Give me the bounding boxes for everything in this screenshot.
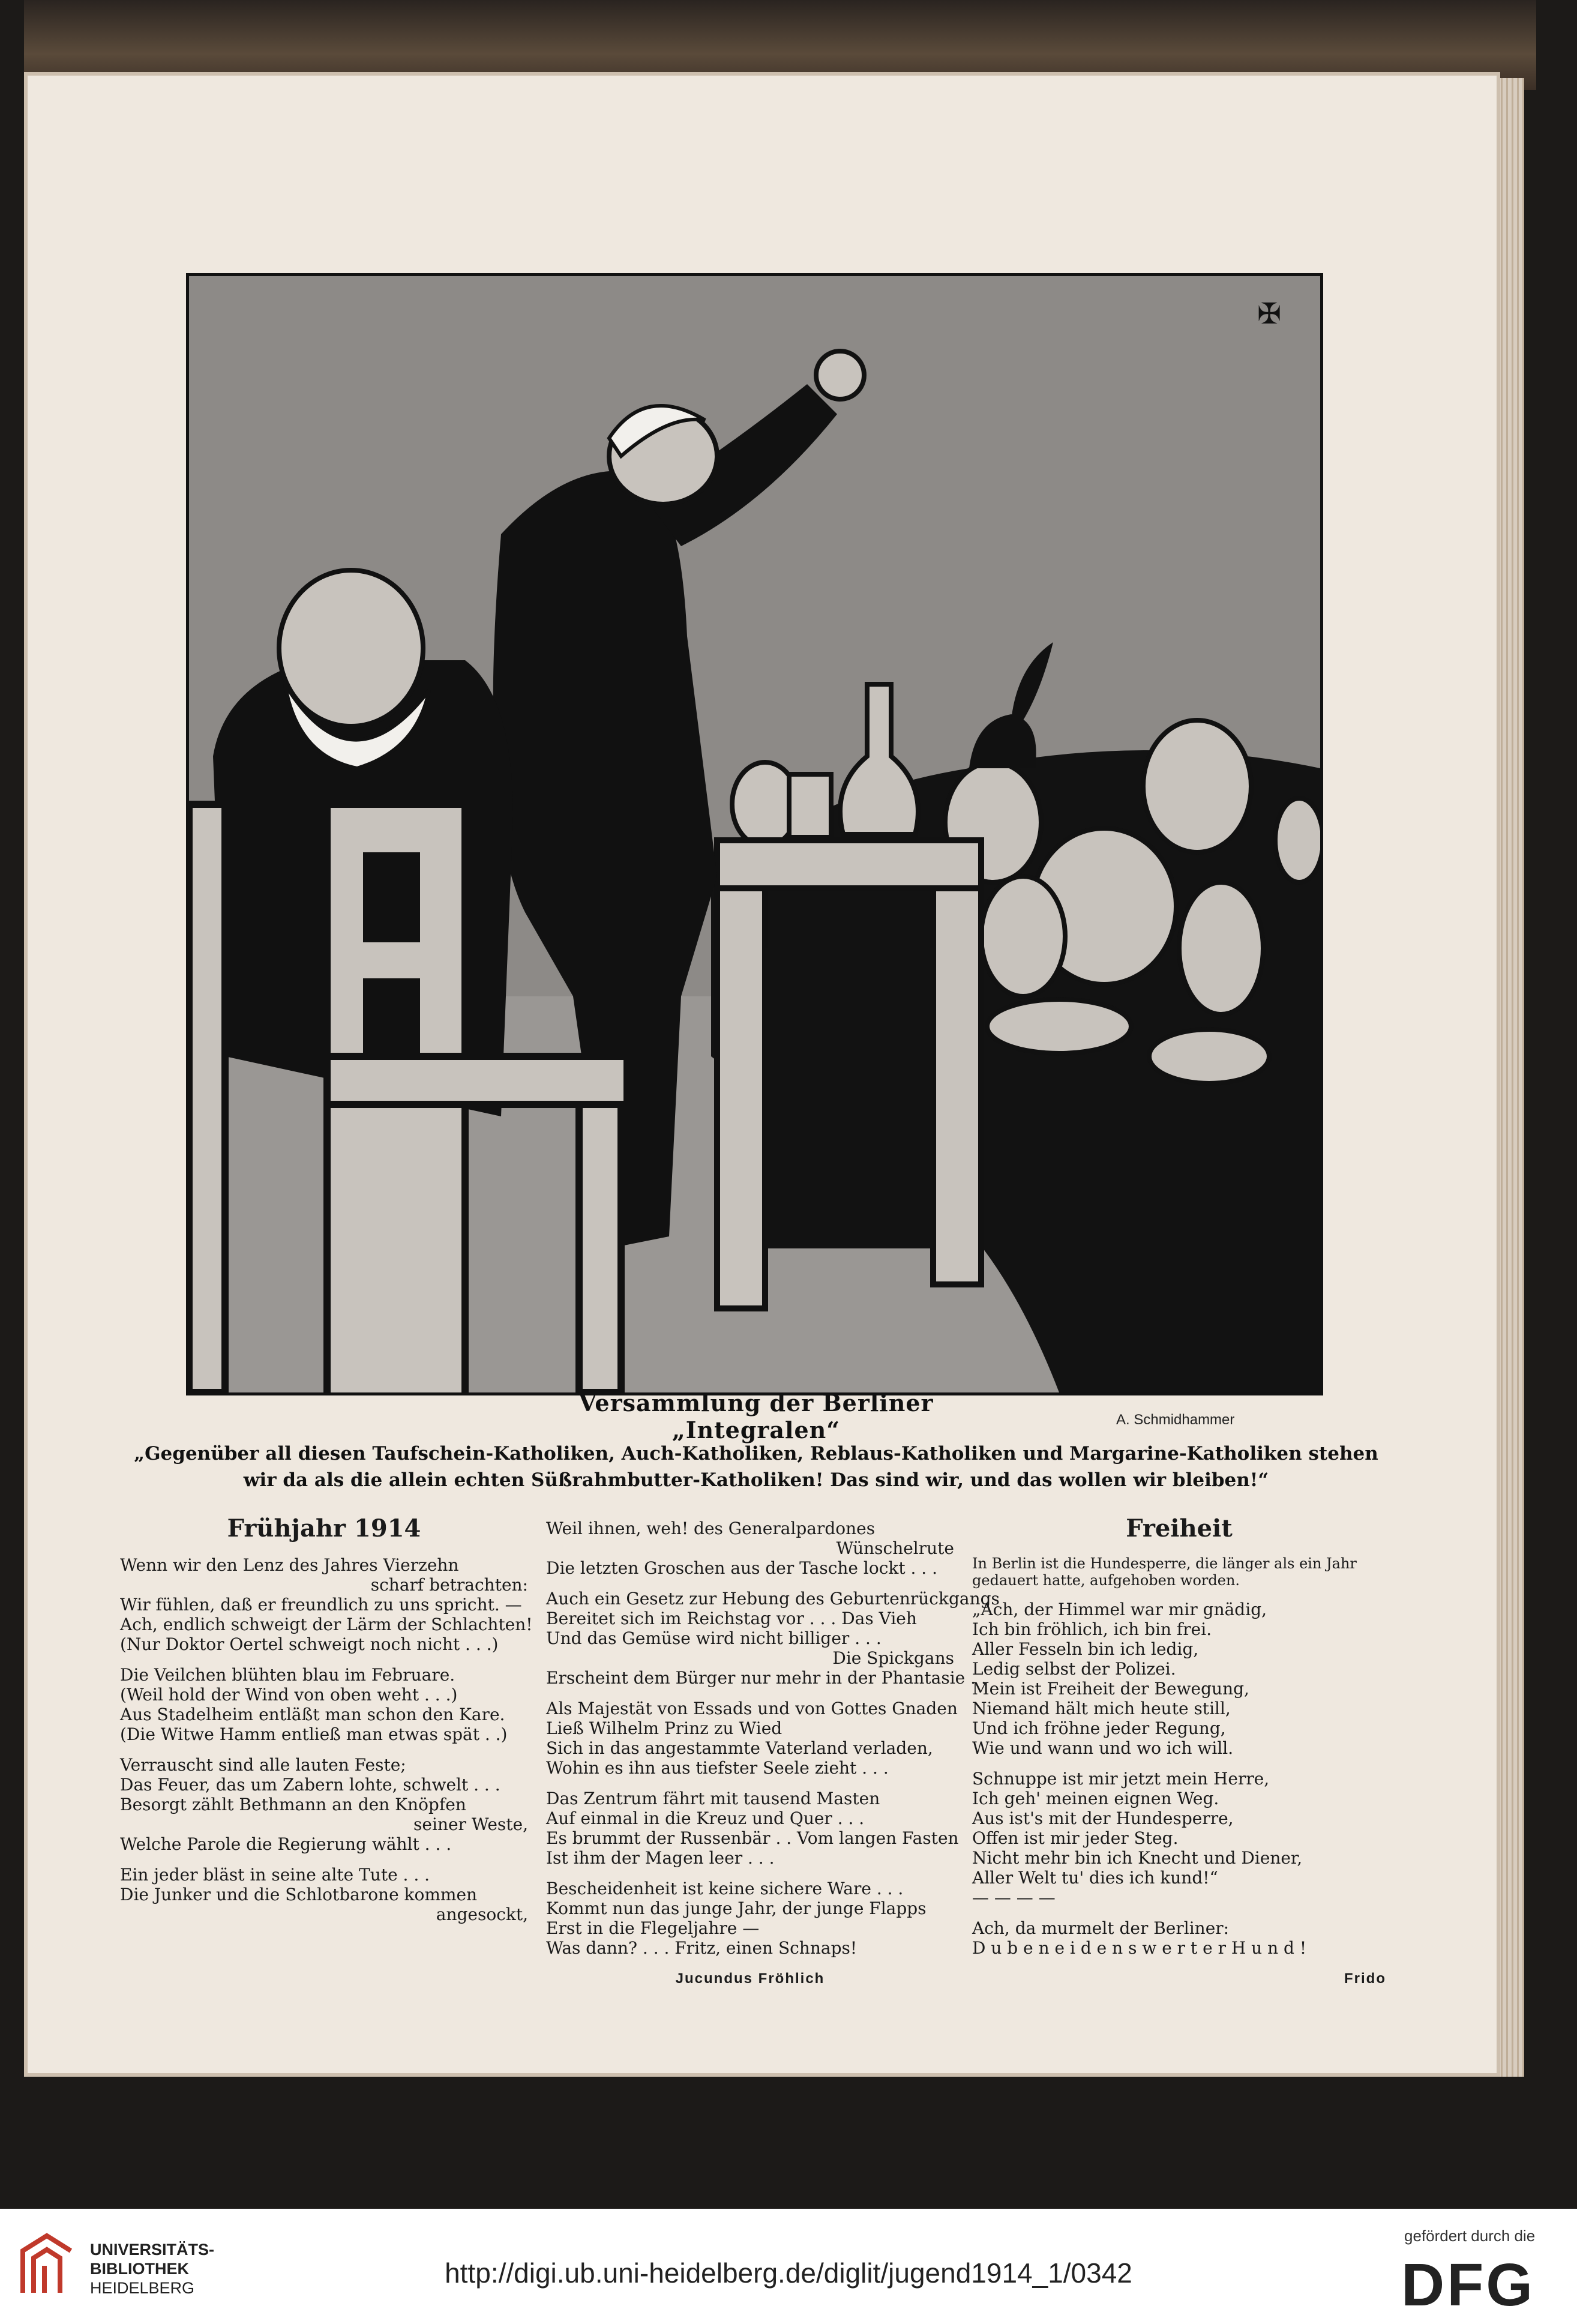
verse-line: Mein ist Freiheit der Bewegung, bbox=[972, 1679, 1249, 1699]
verse-line: Welche Parole die Regierung wählt . . . bbox=[120, 1834, 452, 1854]
verse-line: D u b e n e i d e n s w e r t e r H u n d ! bbox=[972, 1938, 1307, 1958]
verse-line: Wohin es ihn aus tiefster Seele zieht . . . bbox=[546, 1758, 889, 1778]
stanza bbox=[546, 1879, 954, 1958]
verse-line: Erscheint dem Bürger nur mehr in der Phantasie . . bbox=[546, 1668, 987, 1688]
verse-line: Aller Welt tu' dies ich kund!“ bbox=[972, 1868, 1218, 1888]
poem-title: Frühjahr 1914 bbox=[227, 1514, 421, 1543]
verse-line: Ach, da murmelt der Berliner: bbox=[972, 1918, 1230, 1938]
verse-line: Die Veilchen blühten blau im Februare. bbox=[120, 1665, 455, 1685]
verse-line: Ich geh' meinen eignen Weg. bbox=[972, 1789, 1219, 1808]
verse-line: Niemand hält mich heute still, bbox=[972, 1699, 1231, 1718]
verse-line: scharf betrachten: bbox=[370, 1575, 528, 1595]
verse-line: — — — — bbox=[972, 1888, 1056, 1907]
verse-line: Die Junker und die Schlotbarone kommen bbox=[120, 1885, 478, 1904]
verse-line: Nicht mehr bin ich Knecht und Diener, bbox=[972, 1848, 1303, 1868]
cartoon-illustration bbox=[186, 273, 1323, 1395]
poem-column-1 bbox=[120, 1514, 533, 1935]
stanza bbox=[546, 1699, 958, 1778]
poem-signature: Frido bbox=[1344, 1970, 1386, 1987]
stanza bbox=[546, 1789, 959, 1868]
verse-line: Die letzten Groschen aus der Tasche lockt . . . bbox=[546, 1558, 937, 1578]
verse-line: Ledig selbst der Polizei. bbox=[972, 1659, 1176, 1679]
verse-line: Offen ist mir jeder Steg. bbox=[972, 1828, 1179, 1848]
verse-line: Ist ihm der Magen leer . . . bbox=[546, 1848, 775, 1868]
verse-line: Das Zentrum fährt mit tausend Masten bbox=[546, 1789, 880, 1808]
verse-line: Aus ist's mit der Hundesperre, bbox=[972, 1808, 1234, 1828]
verse-line: Besorgt zählt Bethmann an den Knöpfen bbox=[120, 1795, 466, 1814]
verse-line: Wie und wann und wo ich will. bbox=[972, 1738, 1234, 1758]
verse-line: Und das Gemüse wird nicht billiger . . . bbox=[546, 1628, 882, 1648]
digitization-footer bbox=[0, 2209, 1577, 2324]
funding-note: gefördert durch die bbox=[1404, 2227, 1536, 2245]
poem-signature: Jucundus Fröhlich bbox=[675, 1970, 825, 1987]
verse-line: Bescheidenheit ist keine sichere Ware . . . bbox=[546, 1879, 904, 1898]
verse-line: Ein jeder bläst in seine alte Tute . . . bbox=[120, 1865, 430, 1885]
poem-intro: In Berlin ist die Hundesperre, die länger als ein Jahr gedauert hatte, aufgehoben worden. bbox=[972, 1555, 1357, 1589]
library-name-line: UNIVERSITÄTS- bbox=[90, 2241, 215, 2259]
verse-line: Erst in die Flegeljahre — bbox=[546, 1918, 760, 1938]
verse-line: Wünschelrute bbox=[836, 1538, 954, 1558]
cartoon-drawing bbox=[189, 276, 1320, 1392]
verse-line: Ach, endlich schweigt der Lärm der Schlachten! bbox=[120, 1615, 533, 1634]
verse-line: Was dann? . . . Fritz, einen Schnaps! bbox=[546, 1938, 858, 1958]
cartoon-title: Versammlung der Berliner „Integralen“ bbox=[578, 1389, 934, 1443]
verse-line: Ich bin fröhlich, ich bin frei. bbox=[972, 1619, 1212, 1639]
stanza bbox=[120, 1665, 528, 1744]
library-name-line: HEIDELBERG bbox=[90, 2279, 195, 2297]
monogram-icon: ✠ bbox=[1257, 297, 1282, 331]
verse-line: (Die Witwe Hamm entließ man etwas spät . .) bbox=[120, 1724, 508, 1744]
stanza bbox=[972, 1600, 1386, 1758]
poem-column-2 bbox=[546, 1519, 1000, 1988]
verse-line: Aller Fesseln bin ich ledig, bbox=[972, 1639, 1199, 1659]
verse-line: Bereitet sich im Reichstag vor . . . Das Vieh bbox=[546, 1609, 917, 1628]
verse-line: (Nur Doktor Oertel schweigt noch nicht . . .) bbox=[120, 1634, 499, 1654]
poem-column-3 bbox=[972, 1514, 1386, 1988]
page-edges bbox=[1497, 78, 1524, 2077]
stanza bbox=[546, 1519, 954, 1578]
poem-body-continued bbox=[546, 1519, 1000, 1958]
verse-line: Schnuppe ist mir jetzt mein Herre, bbox=[972, 1769, 1270, 1789]
verse-line: Verrauscht sind alle lauten Feste; bbox=[120, 1755, 406, 1775]
poem-body bbox=[120, 1555, 533, 1924]
verse-line: Die Spickgans bbox=[832, 1648, 954, 1668]
verse-line: Das Feuer, das um Zabern lohte, schwelt . . . bbox=[120, 1775, 500, 1795]
artist-credit: A. Schmidhammer bbox=[1116, 1412, 1235, 1428]
verse-line: Weil ihnen, weh! des Generalpardones bbox=[546, 1519, 876, 1538]
verse-line: „Ach, der Himmel war mir gnädig, bbox=[972, 1600, 1267, 1619]
verse-line: Und ich fröhne jeder Regung, bbox=[972, 1718, 1226, 1738]
stanza bbox=[546, 1589, 1000, 1688]
verse-line: Sich in das angestammte Vaterland verladen, bbox=[546, 1738, 933, 1758]
verse-line: Wenn wir den Lenz des Jahres Vierzehn bbox=[120, 1555, 459, 1575]
library-name-line: BIBLIOTHEK bbox=[90, 2260, 189, 2278]
stanza bbox=[120, 1555, 533, 1654]
verse-line: Kommt nun das junge Jahr, der junge Flapps bbox=[546, 1898, 927, 1918]
dfg-logo: DFG bbox=[1401, 2251, 1536, 2319]
verse-line: Auf einmal in die Kreuz und Quer . . . bbox=[546, 1808, 865, 1828]
permalink-url[interactable]: http://digi.ub.uni-heidelberg.de/diglit/jugend1914_1/0342 bbox=[445, 2257, 1132, 2289]
cartoon-quote: „Gegenüber all diesen Taufschein-Katholiken, Auch-Katholiken, Reblaus-Katholiken und Margarine-Katholiken stehen wir da als die allein echten Süßrahmbutter-Katholiken! Das sind wir, und das wollen wir bleiben!“ bbox=[134, 1443, 1378, 1491]
stanza bbox=[120, 1865, 528, 1924]
poem-title: Freiheit bbox=[1126, 1514, 1233, 1543]
stanza bbox=[972, 1918, 1386, 1958]
verse-line: Wir fühlen, daß er freundlich zu uns spricht. — bbox=[120, 1595, 522, 1615]
verse-line: Als Majestät von Essads und von Gottes Gnaden bbox=[546, 1699, 958, 1718]
verse-line: Ließ Wilhelm Prinz zu Wied bbox=[546, 1718, 782, 1738]
verse-line: Aus Stadelheim entläßt man schon den Kare. bbox=[120, 1705, 505, 1724]
stanza bbox=[972, 1769, 1386, 1907]
verse-line: Auch ein Gesetz zur Hebung des Geburtenrückgangs bbox=[546, 1589, 1000, 1609]
verse-line: Es brummt der Russenbär . . Vom langen Fasten bbox=[546, 1828, 959, 1848]
poem-body bbox=[972, 1600, 1386, 1958]
verse-line: seiner Weste, bbox=[413, 1814, 528, 1834]
verse-line: angesockt, bbox=[436, 1904, 528, 1924]
stanza bbox=[120, 1755, 528, 1854]
verse-line: (Weil hold der Wind von oben weht . . .) bbox=[120, 1685, 458, 1705]
